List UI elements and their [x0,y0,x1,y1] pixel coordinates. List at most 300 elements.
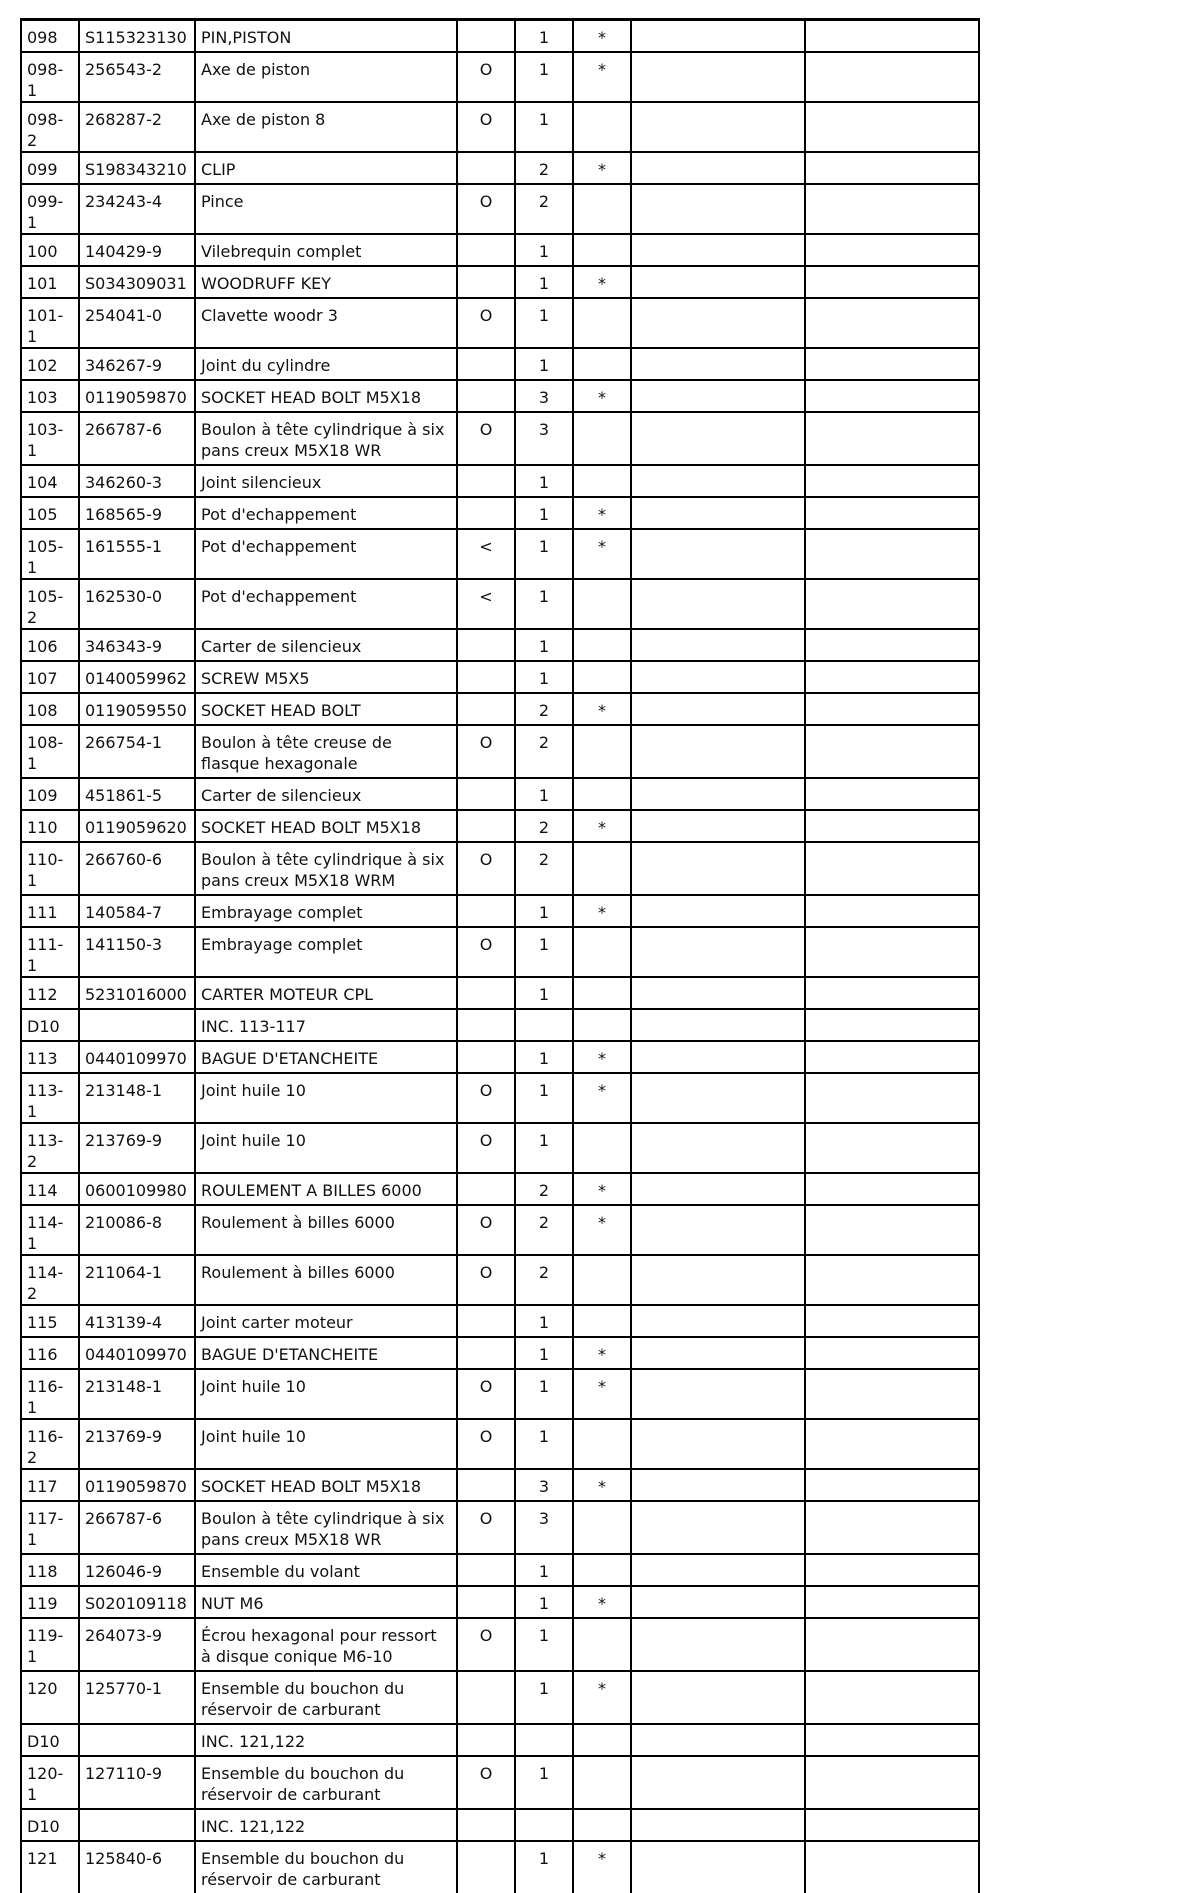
part-number-cell: S020109118 [79,1586,195,1618]
empty-cell [805,778,979,810]
quantity-cell: 1 [515,661,573,693]
table-row [21,1205,979,1255]
note-cell [457,895,515,927]
flag-cell: * [573,1337,631,1369]
item-number-cell: 100 [21,234,79,266]
empty-cell [805,1841,979,1893]
table-row [21,152,979,184]
flag-cell: * [573,693,631,725]
empty-cell [805,1369,979,1419]
empty-cell [631,1337,805,1369]
table-row [21,661,979,693]
table-row [21,927,979,977]
flag-cell: * [573,1173,631,1205]
empty-cell [631,298,805,348]
flag-cell [573,1255,631,1305]
empty-cell [631,184,805,234]
description-cell: Pot d'echappement [195,529,457,579]
item-number-cell: 114-1 [21,1205,79,1255]
quantity-cell: 1 [515,778,573,810]
quantity-cell [515,1009,573,1041]
table-row [21,380,979,412]
part-number-cell [79,1009,195,1041]
part-number-cell: 266787-6 [79,412,195,465]
note-cell: O [457,1419,515,1469]
table-row [21,977,979,1009]
parts-table [20,18,980,1893]
empty-cell [631,497,805,529]
quantity-cell: 2 [515,842,573,895]
empty-cell [631,778,805,810]
flag-cell [573,1809,631,1841]
part-number-cell: 213148-1 [79,1073,195,1123]
description-cell: Embrayage complet [195,895,457,927]
item-number-cell: 119 [21,1586,79,1618]
table-row [21,629,979,661]
empty-cell [631,1009,805,1041]
empty-cell [631,810,805,842]
note-cell [457,1841,515,1893]
empty-cell [805,1809,979,1841]
quantity-cell: 1 [515,234,573,266]
empty-cell [631,1671,805,1724]
part-number-cell: 256543-2 [79,52,195,102]
note-cell [457,977,515,1009]
item-number-cell: 114-2 [21,1255,79,1305]
table-row [21,895,979,927]
note-cell [457,152,515,184]
empty-cell [631,1501,805,1554]
empty-cell [805,298,979,348]
part-number-cell: 140429-9 [79,234,195,266]
note-cell [457,1724,515,1756]
flag-cell: * [573,1469,631,1501]
parts-table-body [21,20,979,1893]
flag-cell: * [573,380,631,412]
empty-cell [631,1073,805,1123]
flag-cell: * [573,1841,631,1893]
item-number-cell: 112 [21,977,79,1009]
part-number-cell: 211064-1 [79,1255,195,1305]
description-cell: BAGUE D'ETANCHEITE [195,1337,457,1369]
quantity-cell: 1 [515,497,573,529]
quantity-cell: 1 [515,1337,573,1369]
quantity-cell: 2 [515,1205,573,1255]
item-number-cell: 103 [21,380,79,412]
empty-cell [805,1173,979,1205]
flag-cell: * [573,1205,631,1255]
note-cell [457,1337,515,1369]
part-number-cell: 161555-1 [79,529,195,579]
quantity-cell: 1 [515,977,573,1009]
note-cell: O [457,842,515,895]
description-cell: SCREW M5X5 [195,661,457,693]
flag-cell [573,1554,631,1586]
quantity-cell: 1 [515,1041,573,1073]
note-cell [457,1809,515,1841]
table-row [21,529,979,579]
quantity-cell: 3 [515,412,573,465]
part-number-cell: 213769-9 [79,1123,195,1173]
flag-cell [573,465,631,497]
note-cell: < [457,579,515,629]
empty-cell [805,1501,979,1554]
table-row [21,1501,979,1554]
part-number-cell: 0140059962 [79,661,195,693]
note-cell: O [457,184,515,234]
flag-cell [573,927,631,977]
table-row [21,1073,979,1123]
note-cell: O [457,1369,515,1419]
item-number-cell: 113-1 [21,1073,79,1123]
empty-cell [805,184,979,234]
empty-cell [805,52,979,102]
empty-cell [805,1554,979,1586]
note-cell: O [457,52,515,102]
empty-cell [631,1173,805,1205]
item-number-cell: D10 [21,1009,79,1041]
empty-cell [805,1305,979,1337]
empty-cell [631,1369,805,1419]
item-number-cell: 099 [21,152,79,184]
note-cell: O [457,102,515,152]
note-cell: O [457,1123,515,1173]
description-cell: Ensemble du bouchon du réservoir de carburant [195,1756,457,1809]
note-cell [457,1671,515,1724]
item-number-cell: 108-1 [21,725,79,778]
item-number-cell: 115 [21,1305,79,1337]
description-cell: Boulon à tête cylindrique à six pans creux M5X18 WRM [195,842,457,895]
item-number-cell: 120 [21,1671,79,1724]
empty-cell [805,895,979,927]
empty-cell [805,1337,979,1369]
flag-cell [573,661,631,693]
note-cell [457,266,515,298]
description-cell: Axe de piston [195,52,457,102]
part-number-cell: 413139-4 [79,1305,195,1337]
item-number-cell: 116-2 [21,1419,79,1469]
table-row [21,1419,979,1469]
empty-cell [805,1255,979,1305]
description-cell: INC. 113-117 [195,1009,457,1041]
flag-cell: * [573,1041,631,1073]
empty-cell [631,52,805,102]
part-number-cell: 125770-1 [79,1671,195,1724]
flag-cell: * [573,1586,631,1618]
note-cell [457,1469,515,1501]
note-cell: O [457,725,515,778]
item-number-cell: 121 [21,1841,79,1893]
note-cell [457,1586,515,1618]
description-cell: ROULEMENT A BILLES 6000 [195,1173,457,1205]
flag-cell: * [573,52,631,102]
description-cell: Écrou hexagonal pour ressort à disque conique M6-10 [195,1618,457,1671]
part-number-cell: 5231016000 [79,977,195,1009]
table-row [21,1337,979,1369]
description-cell: Carter de silencieux [195,629,457,661]
empty-cell [631,1123,805,1173]
note-cell [457,1305,515,1337]
flag-cell: * [573,895,631,927]
table-row [21,778,979,810]
table-row [21,102,979,152]
note-cell: < [457,529,515,579]
empty-cell [805,1724,979,1756]
quantity-cell: 1 [515,102,573,152]
empty-cell [631,629,805,661]
note-cell [457,1554,515,1586]
table-row [21,1724,979,1756]
item-number-cell: 105 [21,497,79,529]
description-cell: Boulon à tête cylindrique à six pans creux M5X18 WR [195,412,457,465]
empty-cell [631,895,805,927]
parts-list-page [20,18,980,1893]
quantity-cell: 2 [515,810,573,842]
quantity-cell: 1 [515,1841,573,1893]
item-number-cell: 101-1 [21,298,79,348]
table-row [21,1618,979,1671]
table-row [21,184,979,234]
table-row [21,1469,979,1501]
description-cell: Pince [195,184,457,234]
part-number-cell: 234243-4 [79,184,195,234]
item-number-cell: 099-1 [21,184,79,234]
note-cell [457,380,515,412]
part-number-cell: 0440109970 [79,1337,195,1369]
item-number-cell: 104 [21,465,79,497]
quantity-cell: 2 [515,152,573,184]
part-number-cell: S115323130 [79,20,195,53]
note-cell: O [457,1073,515,1123]
description-cell: SOCKET HEAD BOLT [195,693,457,725]
empty-cell [805,529,979,579]
description-cell: INC. 121,122 [195,1724,457,1756]
part-number-cell: 162530-0 [79,579,195,629]
empty-cell [805,20,979,53]
quantity-cell: 1 [515,1618,573,1671]
empty-cell [631,1205,805,1255]
item-number-cell: 111 [21,895,79,927]
table-row [21,1369,979,1419]
flag-cell [573,1009,631,1041]
description-cell: BAGUE D'ETANCHEITE [195,1041,457,1073]
empty-cell [631,1305,805,1337]
part-number-cell: 254041-0 [79,298,195,348]
empty-cell [805,629,979,661]
item-number-cell: 101 [21,266,79,298]
note-cell: O [457,1501,515,1554]
table-row [21,1255,979,1305]
part-number-cell: 0119059870 [79,380,195,412]
empty-cell [805,1469,979,1501]
part-number-cell: 141150-3 [79,927,195,977]
note-cell [457,1173,515,1205]
empty-cell [631,1618,805,1671]
note-cell [457,20,515,53]
empty-cell [631,1469,805,1501]
flag-cell [573,234,631,266]
flag-cell [573,1305,631,1337]
quantity-cell: 2 [515,1255,573,1305]
empty-cell [631,661,805,693]
note-cell [457,693,515,725]
table-row [21,348,979,380]
empty-cell [805,412,979,465]
flag-cell [573,629,631,661]
quantity-cell: 1 [515,1756,573,1809]
description-cell: CARTER MOTEUR CPL [195,977,457,1009]
note-cell: O [457,1255,515,1305]
description-cell: WOODRUFF KEY [195,266,457,298]
empty-cell [805,1756,979,1809]
description-cell: Embrayage complet [195,927,457,977]
empty-cell [805,497,979,529]
description-cell: Vilebrequin complet [195,234,457,266]
description-cell: Joint huile 10 [195,1123,457,1173]
quantity-cell: 1 [515,298,573,348]
table-row [21,1009,979,1041]
flag-cell: * [573,1073,631,1123]
empty-cell [631,693,805,725]
table-row [21,1841,979,1893]
description-cell: SOCKET HEAD BOLT M5X18 [195,810,457,842]
table-row [21,810,979,842]
empty-cell [805,1618,979,1671]
item-number-cell: 117-1 [21,1501,79,1554]
part-number-cell: 213148-1 [79,1369,195,1419]
part-number-cell: 266787-6 [79,1501,195,1554]
quantity-cell: 1 [515,20,573,53]
part-number-cell: 346343-9 [79,629,195,661]
part-number-cell: 266760-6 [79,842,195,895]
empty-cell [631,348,805,380]
quantity-cell: 2 [515,725,573,778]
empty-cell [631,20,805,53]
part-number-cell: 168565-9 [79,497,195,529]
note-cell [457,661,515,693]
flag-cell [573,725,631,778]
empty-cell [631,1809,805,1841]
note-cell [457,348,515,380]
empty-cell [805,102,979,152]
table-row [21,693,979,725]
empty-cell [805,1009,979,1041]
item-number-cell: 110 [21,810,79,842]
description-cell: Ensemble du bouchon du réservoir de carburant [195,1841,457,1893]
part-number-cell: S034309031 [79,266,195,298]
description-cell: Joint huile 10 [195,1073,457,1123]
empty-cell [631,152,805,184]
quantity-cell: 3 [515,1469,573,1501]
empty-cell [805,380,979,412]
description-cell: Roulement à billes 6000 [195,1205,457,1255]
quantity-cell: 1 [515,1073,573,1123]
empty-cell [805,1671,979,1724]
description-cell: Carter de silencieux [195,778,457,810]
table-row [21,1756,979,1809]
part-number-cell: 0440109970 [79,1041,195,1073]
description-cell: PIN,PISTON [195,20,457,53]
flag-cell: * [573,152,631,184]
empty-cell [631,977,805,1009]
description-cell: Joint huile 10 [195,1369,457,1419]
note-cell [457,234,515,266]
quantity-cell: 1 [515,1586,573,1618]
quantity-cell: 2 [515,184,573,234]
flag-cell [573,184,631,234]
item-number-cell: 102 [21,348,79,380]
description-cell: Joint huile 10 [195,1419,457,1469]
table-row [21,1041,979,1073]
part-number-cell: S198343210 [79,152,195,184]
empty-cell [631,579,805,629]
part-number-cell [79,1809,195,1841]
quantity-cell: 1 [515,927,573,977]
empty-cell [805,579,979,629]
item-number-cell: 118 [21,1554,79,1586]
empty-cell [805,1419,979,1469]
item-number-cell: 103-1 [21,412,79,465]
item-number-cell: 107 [21,661,79,693]
part-number-cell: 210086-8 [79,1205,195,1255]
item-number-cell: 110-1 [21,842,79,895]
empty-cell [631,102,805,152]
empty-cell [805,1073,979,1123]
part-number-cell: 268287-2 [79,102,195,152]
item-number-cell: D10 [21,1724,79,1756]
note-cell: O [457,1205,515,1255]
flag-cell [573,1501,631,1554]
table-row [21,266,979,298]
empty-cell [805,977,979,1009]
item-number-cell: 116-1 [21,1369,79,1419]
table-row [21,298,979,348]
table-row [21,1173,979,1205]
description-cell: SOCKET HEAD BOLT M5X18 [195,380,457,412]
table-row [21,52,979,102]
description-cell: Roulement à billes 6000 [195,1255,457,1305]
part-number-cell: 0600109980 [79,1173,195,1205]
flag-cell: * [573,1369,631,1419]
part-number-cell: 213769-9 [79,1419,195,1469]
table-row [21,20,979,53]
table-row [21,725,979,778]
flag-cell [573,977,631,1009]
flag-cell: * [573,497,631,529]
note-cell: O [457,298,515,348]
empty-cell [805,927,979,977]
empty-cell [631,234,805,266]
part-number-cell: 451861-5 [79,778,195,810]
empty-cell [805,693,979,725]
description-cell: Ensemble du volant [195,1554,457,1586]
item-number-cell: 098-1 [21,52,79,102]
description-cell: Joint du cylindre [195,348,457,380]
item-number-cell: 108 [21,693,79,725]
table-row [21,1305,979,1337]
description-cell: CLIP [195,152,457,184]
flag-cell [573,348,631,380]
description-cell: Pot d'echappement [195,497,457,529]
table-row [21,1123,979,1173]
item-number-cell: 106 [21,629,79,661]
part-number-cell: 126046-9 [79,1554,195,1586]
quantity-cell: 3 [515,1501,573,1554]
description-cell: NUT M6 [195,1586,457,1618]
item-number-cell: 113-2 [21,1123,79,1173]
empty-cell [631,1756,805,1809]
quantity-cell [515,1809,573,1841]
